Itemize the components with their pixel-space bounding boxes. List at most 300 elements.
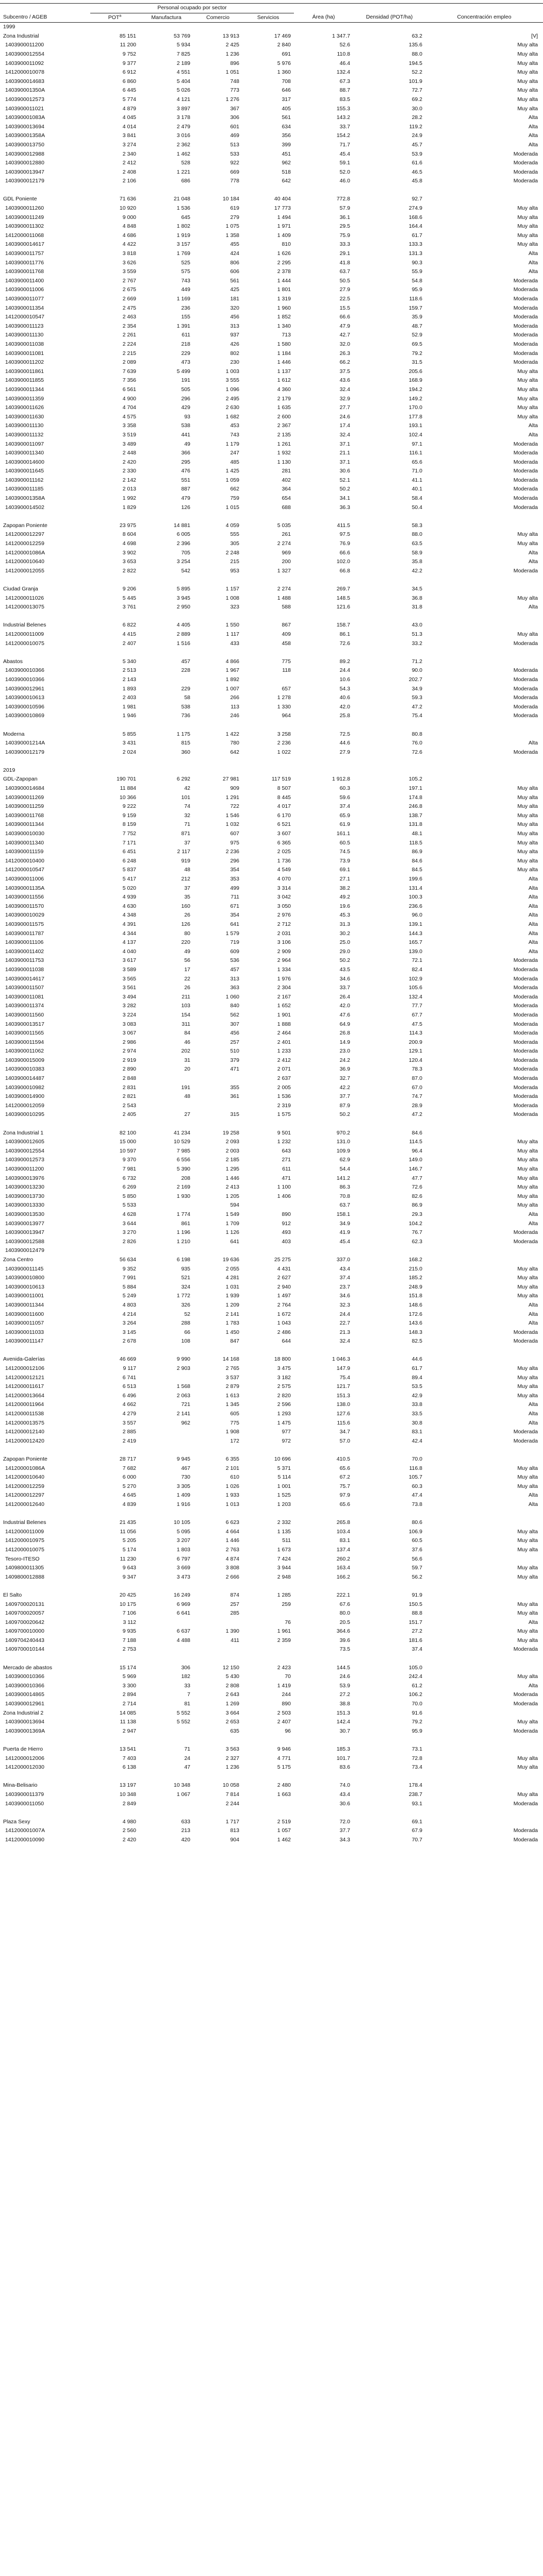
- area-cell: 30.2: [339, 930, 350, 937]
- den-cell: 41.1: [412, 477, 422, 483]
- ser-cell: 2 407: [277, 1719, 291, 1725]
- concentration-cell: Muy alta: [517, 1537, 538, 1544]
- area-cell: 72.0: [339, 1818, 350, 1825]
- ageb-row: [0, 213, 543, 223]
- area-cell: 1 912.8: [332, 776, 350, 783]
- com-cell: 6 623: [225, 1519, 239, 1526]
- ser-cell: 1 612: [277, 377, 291, 384]
- ageb-row: [0, 68, 543, 77]
- pot-cell: 7 981: [122, 1166, 136, 1172]
- concentration-cell: Muy alta: [517, 1166, 538, 1172]
- den-cell: 95.9: [412, 286, 422, 293]
- ageb-row: [0, 965, 543, 975]
- area-cell: 49.2: [339, 894, 350, 901]
- den-cell: 28.2: [412, 114, 422, 121]
- subcenter-row: [0, 1256, 543, 1265]
- ser-cell: [242, 1246, 294, 1256]
- ser-cell: 4 431: [277, 1265, 291, 1272]
- ageb-code: 1403900014600: [5, 459, 44, 465]
- concentration-cell: Muy alta: [517, 595, 538, 601]
- ageb-code: 1403900010596: [5, 703, 44, 710]
- ageb-code: 140390001358A: [5, 132, 45, 139]
- ser-cell: 1 100: [277, 1184, 291, 1191]
- spacer-cell: [0, 1120, 543, 1129]
- pot-cell: 4 630: [122, 903, 136, 909]
- com-cell: 10 184: [222, 196, 239, 202]
- den-cell: 148.3: [408, 1329, 422, 1335]
- den-cell: 72.1: [412, 957, 422, 964]
- com-cell: 2 093: [225, 1139, 239, 1145]
- man-cell: 14 881: [173, 522, 190, 529]
- ageb-row: [0, 748, 543, 757]
- ageb-row: [0, 131, 543, 141]
- man-cell: 1 916: [176, 1501, 190, 1507]
- den-cell: 90.3: [412, 259, 422, 266]
- ser-cell: 1 232: [277, 1139, 291, 1145]
- man-cell: 17: [184, 966, 190, 973]
- ageb-row: [0, 947, 543, 957]
- den-cell: 73.1: [412, 1746, 422, 1752]
- concentration-cell: Muy alta: [517, 631, 538, 637]
- ageb-row: [0, 929, 543, 939]
- ser-cell: 646: [282, 87, 291, 94]
- area-cell: 67.2: [339, 1474, 350, 1481]
- pot-cell: 3 270: [122, 1229, 136, 1236]
- den-cell: 52.2: [412, 69, 422, 76]
- pot-cell: 2 714: [122, 1701, 136, 1707]
- com-cell: 1 236: [225, 1764, 239, 1771]
- pot-cell: 2 849: [122, 1800, 136, 1807]
- ageb-row: [0, 1011, 543, 1020]
- ageb-code: 1403900011507: [5, 985, 44, 991]
- pot-cell: 2 420: [122, 459, 136, 465]
- subcenter-name: GDL-Zapopan: [3, 776, 38, 783]
- ageb-row: [0, 141, 543, 150]
- com-cell: 1 550: [225, 622, 239, 629]
- ageb-code: 1403900012961: [5, 1701, 44, 1707]
- ageb-row: [0, 222, 543, 231]
- ageb-row: [0, 1328, 543, 1337]
- com-cell: 172: [230, 1437, 239, 1444]
- man-cell: 1 802: [176, 223, 190, 230]
- man-cell: 1 221: [176, 168, 190, 175]
- pot-cell: 3 818: [122, 250, 136, 257]
- ser-cell: 962: [282, 160, 291, 166]
- den-cell: 73.4: [412, 1764, 422, 1771]
- area-cell: 75.9: [339, 232, 350, 239]
- ser-cell: [242, 1201, 294, 1210]
- ageb-row: [0, 1374, 543, 1383]
- pot-cell: 2 475: [122, 304, 136, 311]
- ageb-row: [0, 1319, 543, 1328]
- pot-cell: 7 188: [122, 1637, 136, 1643]
- area-cell: 45.4: [339, 1238, 350, 1245]
- den-cell: 118.5: [409, 839, 422, 846]
- area-cell: 60.5: [339, 839, 350, 846]
- area-cell: 269.7: [336, 586, 350, 592]
- ageb-code: 1412000010547: [5, 314, 44, 320]
- den-cell: 33.5: [412, 1411, 422, 1417]
- ser-cell: 1 672: [277, 1311, 291, 1317]
- area-cell: 32.7: [339, 1075, 350, 1082]
- den-cell: 114.5: [409, 1139, 422, 1145]
- ageb-code: 1403900011302: [5, 223, 44, 230]
- den-cell: 35.9: [412, 314, 422, 320]
- area-cell: 103.4: [336, 1528, 350, 1535]
- den-cell: 67.7: [412, 1011, 422, 1018]
- ageb-code: 1403900012479: [5, 1247, 44, 1254]
- ageb-row: [0, 1700, 543, 1709]
- concentration-cell: Moderada: [513, 1084, 538, 1091]
- man-cell: 52: [184, 1311, 190, 1317]
- ageb-row: [0, 893, 543, 902]
- subcenter-row: [0, 657, 543, 667]
- ageb-code: 141200001007A: [5, 1827, 45, 1834]
- den-cell: 89.4: [412, 1374, 422, 1381]
- concentration-cell: Alta: [528, 921, 538, 927]
- area-cell: 260.2: [336, 1555, 350, 1562]
- ser-cell: 1 278: [277, 694, 291, 701]
- man-cell: 1 774: [176, 1211, 190, 1217]
- den-cell: 58.3: [412, 522, 422, 529]
- com-cell: 14 168: [222, 1356, 239, 1363]
- area-cell: 42.2: [339, 1084, 350, 1091]
- den-cell: 84.5: [412, 867, 422, 873]
- pot-cell: 7 752: [122, 831, 136, 837]
- ageb-row: [0, 1763, 543, 1772]
- den-cell: 31.5: [412, 359, 422, 366]
- ageb-row: [0, 557, 543, 567]
- ageb-row: [0, 902, 543, 911]
- man-cell: 1 210: [176, 1238, 190, 1245]
- man-cell: 37: [184, 885, 190, 891]
- pot-cell: 3 112: [123, 1619, 136, 1625]
- ser-cell: 1 340: [277, 323, 291, 329]
- area-cell: 185.3: [336, 1746, 350, 1752]
- area-cell: 43.4: [339, 1791, 350, 1798]
- den-cell: 83.1: [412, 1429, 422, 1435]
- ageb-row: [0, 984, 543, 993]
- subcenter-row: [0, 1355, 543, 1364]
- ageb-code: 1403900013750: [5, 141, 44, 148]
- com-cell: 2 666: [225, 1573, 239, 1580]
- ser-cell: 9 501: [277, 1129, 291, 1136]
- area-cell: 76.9: [339, 540, 350, 547]
- den-cell: 34.5: [412, 586, 422, 592]
- ageb-row: [0, 204, 543, 213]
- pot-cell: 6 561: [122, 386, 136, 393]
- ser-cell: 1 673: [277, 1546, 291, 1553]
- man-cell: 228: [181, 667, 190, 674]
- concentration-cell: Moderada: [513, 1048, 538, 1055]
- com-cell: 313: [230, 975, 239, 982]
- ageb-row: [0, 811, 543, 821]
- pot-cell: 2 513: [122, 667, 136, 674]
- subcenter-name: Abastos: [3, 658, 23, 665]
- pot-cell: 5 020: [122, 885, 136, 891]
- man-cell: 48: [184, 867, 190, 873]
- com-cell: 607: [230, 831, 239, 837]
- ser-cell: 1 446: [277, 359, 291, 366]
- den-cell: 106.2: [408, 1691, 422, 1698]
- den-cell: 129.1: [408, 1048, 422, 1055]
- pot-cell: 7 991: [122, 1275, 136, 1281]
- den-cell: 149.2: [408, 395, 422, 402]
- ageb-code: 1403900011081: [5, 350, 44, 357]
- den-cell: 71.2: [412, 658, 422, 665]
- den-cell: 177.8: [408, 413, 422, 420]
- pot-cell: 2 885: [122, 1429, 136, 1435]
- area-cell: 15.5: [339, 304, 350, 311]
- ageb-code: 1409700020131: [5, 1601, 44, 1607]
- ser-cell: 3 475: [277, 1365, 291, 1372]
- col-header-area: Área (ha): [294, 13, 353, 23]
- ageb-row: [0, 603, 543, 612]
- ageb-code: 1412000012297: [5, 531, 44, 538]
- man-cell: 743: [181, 277, 190, 284]
- ser-cell: 1 406: [277, 1193, 291, 1199]
- concentration-cell: Muy alta: [517, 241, 538, 248]
- com-cell: 555: [230, 531, 239, 538]
- man-cell: 1 769: [176, 250, 190, 257]
- pot-cell: 3 617: [122, 957, 136, 964]
- ageb-row: [0, 467, 543, 476]
- com-cell: 285: [230, 1610, 239, 1617]
- pot-cell: 2 215: [122, 350, 136, 357]
- area-cell: 67.3: [339, 78, 350, 84]
- pot-cell: 5 205: [122, 1537, 136, 1544]
- concentration-cell: Alta: [528, 876, 538, 882]
- pot-cell: 9 117: [123, 1365, 136, 1372]
- den-cell: 151.8: [408, 1293, 422, 1299]
- ageb-code: 1412000010547: [5, 867, 44, 873]
- ageb-code: 1403900011575: [5, 921, 44, 927]
- subcenter-row: [0, 730, 543, 739]
- concentration-cell: Moderada: [513, 1727, 538, 1734]
- area-cell: 40.6: [339, 694, 350, 701]
- subcenter-row: [0, 775, 543, 784]
- concentration-cell: Moderada: [513, 486, 538, 493]
- area-cell: 57.0: [339, 1437, 350, 1444]
- ageb-row: [0, 1183, 543, 1192]
- ageb-code: 1412000010090: [5, 1836, 44, 1843]
- ser-cell: 611: [282, 1166, 291, 1172]
- concentration-cell: Muy alta: [517, 42, 538, 48]
- spacer-cell: [0, 1346, 543, 1355]
- ser-cell: 471: [282, 1175, 291, 1181]
- man-cell: 5 934: [176, 42, 190, 48]
- ageb-code: 1403900012573: [5, 96, 44, 103]
- concentration-cell: Moderada: [513, 1003, 538, 1009]
- ageb-code: 1403900012588: [5, 1238, 44, 1245]
- den-cell: 60.3: [412, 1483, 422, 1489]
- concentration-cell: Muy alta: [517, 1157, 538, 1163]
- man-cell: 1 196: [176, 1229, 190, 1236]
- ageb-row: [0, 1564, 543, 1573]
- area-cell: 121.6: [336, 604, 350, 611]
- den-cell: 92.7: [412, 196, 422, 202]
- concentration-cell: Moderada: [513, 304, 538, 311]
- ser-cell: 8 445: [277, 794, 291, 801]
- ageb-code: 1403900011359: [5, 395, 44, 402]
- man-cell: 4 121: [176, 96, 190, 103]
- ageb-row: [0, 231, 543, 241]
- ageb-code: 1403900013694: [5, 123, 44, 130]
- area-cell: 161.1: [336, 831, 350, 837]
- den-cell: 47.2: [412, 703, 422, 710]
- ser-cell: 2 519: [277, 1818, 291, 1825]
- den-cell: 86.9: [412, 849, 422, 855]
- subcenter-name: Zapopan Poniente: [3, 522, 47, 529]
- ageb-code: 1403900014617: [5, 975, 44, 982]
- man-cell: 2 362: [176, 141, 190, 148]
- man-cell: 551: [181, 477, 190, 483]
- ageb-row: [0, 1754, 543, 1764]
- concentration-cell: Moderada: [513, 296, 538, 302]
- pot-cell: 7 639: [122, 368, 136, 375]
- den-cell: 56.2: [412, 1573, 422, 1580]
- concentration-cell: [425, 657, 543, 667]
- ageb-code: 140390001369A: [5, 1727, 45, 1734]
- den-cell: 197.1: [408, 785, 422, 792]
- area-cell: 70.8: [339, 1193, 350, 1199]
- ageb-row: [0, 630, 543, 639]
- man-cell: 103: [181, 1003, 190, 1009]
- area-cell: 36.3: [339, 504, 350, 511]
- den-cell: 55.9: [412, 268, 422, 275]
- com-cell: 2 425: [225, 42, 239, 48]
- concentration-cell: Moderada: [513, 985, 538, 991]
- pot-cell: 6 445: [122, 87, 136, 94]
- den-cell: 199.6: [408, 876, 422, 882]
- den-cell: 238.7: [408, 1791, 422, 1798]
- pot-cell: 4 879: [122, 105, 136, 112]
- area-cell: 83.5: [339, 96, 350, 103]
- com-cell: [193, 1101, 242, 1111]
- com-cell: 469: [230, 132, 239, 139]
- concentration-cell: Alta: [528, 268, 538, 275]
- ageb-row: [0, 1292, 543, 1301]
- pot-cell: 1 946: [122, 713, 136, 719]
- concentration-cell: Moderada: [513, 350, 538, 357]
- com-cell: 922: [230, 160, 239, 166]
- ser-cell: 2 274: [277, 540, 291, 547]
- area-cell: 137.4: [336, 1546, 350, 1553]
- concentration-cell: Moderada: [513, 277, 538, 284]
- ageb-code: 1403900011249: [5, 214, 44, 221]
- ser-cell: 2 304: [277, 985, 291, 991]
- ageb-code: 1403900011556: [5, 894, 44, 901]
- area-cell: 27.9: [339, 286, 350, 293]
- pot-cell: 9 222: [122, 803, 136, 810]
- concentration-cell: Moderada: [513, 1338, 538, 1345]
- concentration-cell: Alta: [528, 912, 538, 919]
- subcenter-row: [0, 195, 543, 204]
- man-cell: 191: [181, 1084, 190, 1091]
- pot-cell: 5 774: [122, 96, 136, 103]
- pot-cell: 7 403: [122, 1755, 136, 1761]
- pot-cell: 3 626: [122, 259, 136, 266]
- ageb-row: [0, 1627, 543, 1636]
- ageb-row: [0, 1274, 543, 1283]
- area-cell: 131.0: [336, 1139, 350, 1145]
- ser-cell: 2 236: [277, 740, 291, 747]
- den-cell: 131.3: [408, 250, 422, 257]
- ser-cell: 775: [282, 658, 291, 665]
- pot-cell: 3 067: [122, 1030, 136, 1037]
- man-cell: 3 473: [176, 1573, 190, 1580]
- ageb-code: Tesoro-ITESO: [5, 1555, 40, 1562]
- ser-cell: 25 275: [274, 1256, 291, 1263]
- com-cell: 1 051: [225, 69, 239, 76]
- area-cell: 97.9: [339, 1492, 350, 1499]
- pot-cell: 6 496: [122, 1392, 136, 1399]
- area-cell: 364.6: [336, 1628, 350, 1635]
- man-cell: 2 169: [176, 1184, 190, 1191]
- ser-cell: 1 626: [277, 250, 291, 257]
- ageb-code: 1412000013075: [5, 604, 44, 611]
- ageb-row: [0, 1310, 543, 1319]
- subcenter-row: [0, 1129, 543, 1138]
- spacer-row: [0, 612, 543, 621]
- concentration-cell: Alta: [528, 1492, 538, 1499]
- area-cell: 39.6: [339, 1637, 350, 1643]
- den-cell: 30.8: [412, 1419, 422, 1426]
- pot-cell: 9 347: [122, 1573, 136, 1580]
- pot-cell: 2 403: [122, 694, 136, 701]
- ageb-code: 1403900012554: [5, 1147, 44, 1154]
- ageb-code: 1403900011354: [5, 304, 44, 311]
- pot-cell: 5 969: [122, 1673, 136, 1680]
- pot-cell: 7 106: [122, 1610, 136, 1617]
- ageb-row: [0, 1174, 543, 1183]
- pot-cell: 2 089: [122, 359, 136, 366]
- area-cell: 32.4: [339, 1338, 350, 1345]
- pot-cell: 2 340: [122, 150, 136, 157]
- com-cell: 2 495: [225, 395, 239, 402]
- pot-cell: 2 560: [122, 1827, 136, 1834]
- den-cell: 45.7: [412, 141, 422, 148]
- den-cell: 88.8: [412, 1610, 422, 1617]
- area-cell: 24.4: [339, 667, 350, 674]
- ageb-code: 1412000010640: [5, 1474, 44, 1481]
- com-cell: 4 059: [225, 522, 239, 529]
- com-cell: 323: [230, 604, 239, 611]
- ser-cell: 2 909: [277, 948, 291, 955]
- com-cell: 10 058: [222, 1782, 239, 1789]
- concentration-cell: [425, 1355, 543, 1364]
- spacer-row: [0, 1120, 543, 1129]
- ser-cell: 4 549: [277, 867, 291, 873]
- man-cell: 288: [181, 1320, 190, 1327]
- man-cell: 53 769: [173, 32, 190, 39]
- pot-cell: 1 829: [122, 504, 136, 511]
- ser-cell: 4 771: [277, 1755, 291, 1761]
- ageb-code: 1412000013575: [5, 1419, 44, 1426]
- ageb-code: 1403900011400: [5, 277, 44, 284]
- man-cell: 191: [181, 377, 190, 384]
- com-cell: 641: [230, 1238, 239, 1245]
- ageb-code: 1403900011861: [5, 368, 44, 375]
- subcenter-name: Zapopan Poniente: [3, 1456, 47, 1462]
- den-cell: 133.3: [408, 241, 422, 248]
- concentration-cell: Muy alta: [517, 105, 538, 112]
- concentration-cell: Alta: [528, 1411, 538, 1417]
- ageb-row: [0, 1609, 543, 1618]
- com-cell: 1 579: [225, 930, 239, 937]
- man-cell: 3 207: [176, 1537, 190, 1544]
- man-cell: 935: [181, 1265, 190, 1272]
